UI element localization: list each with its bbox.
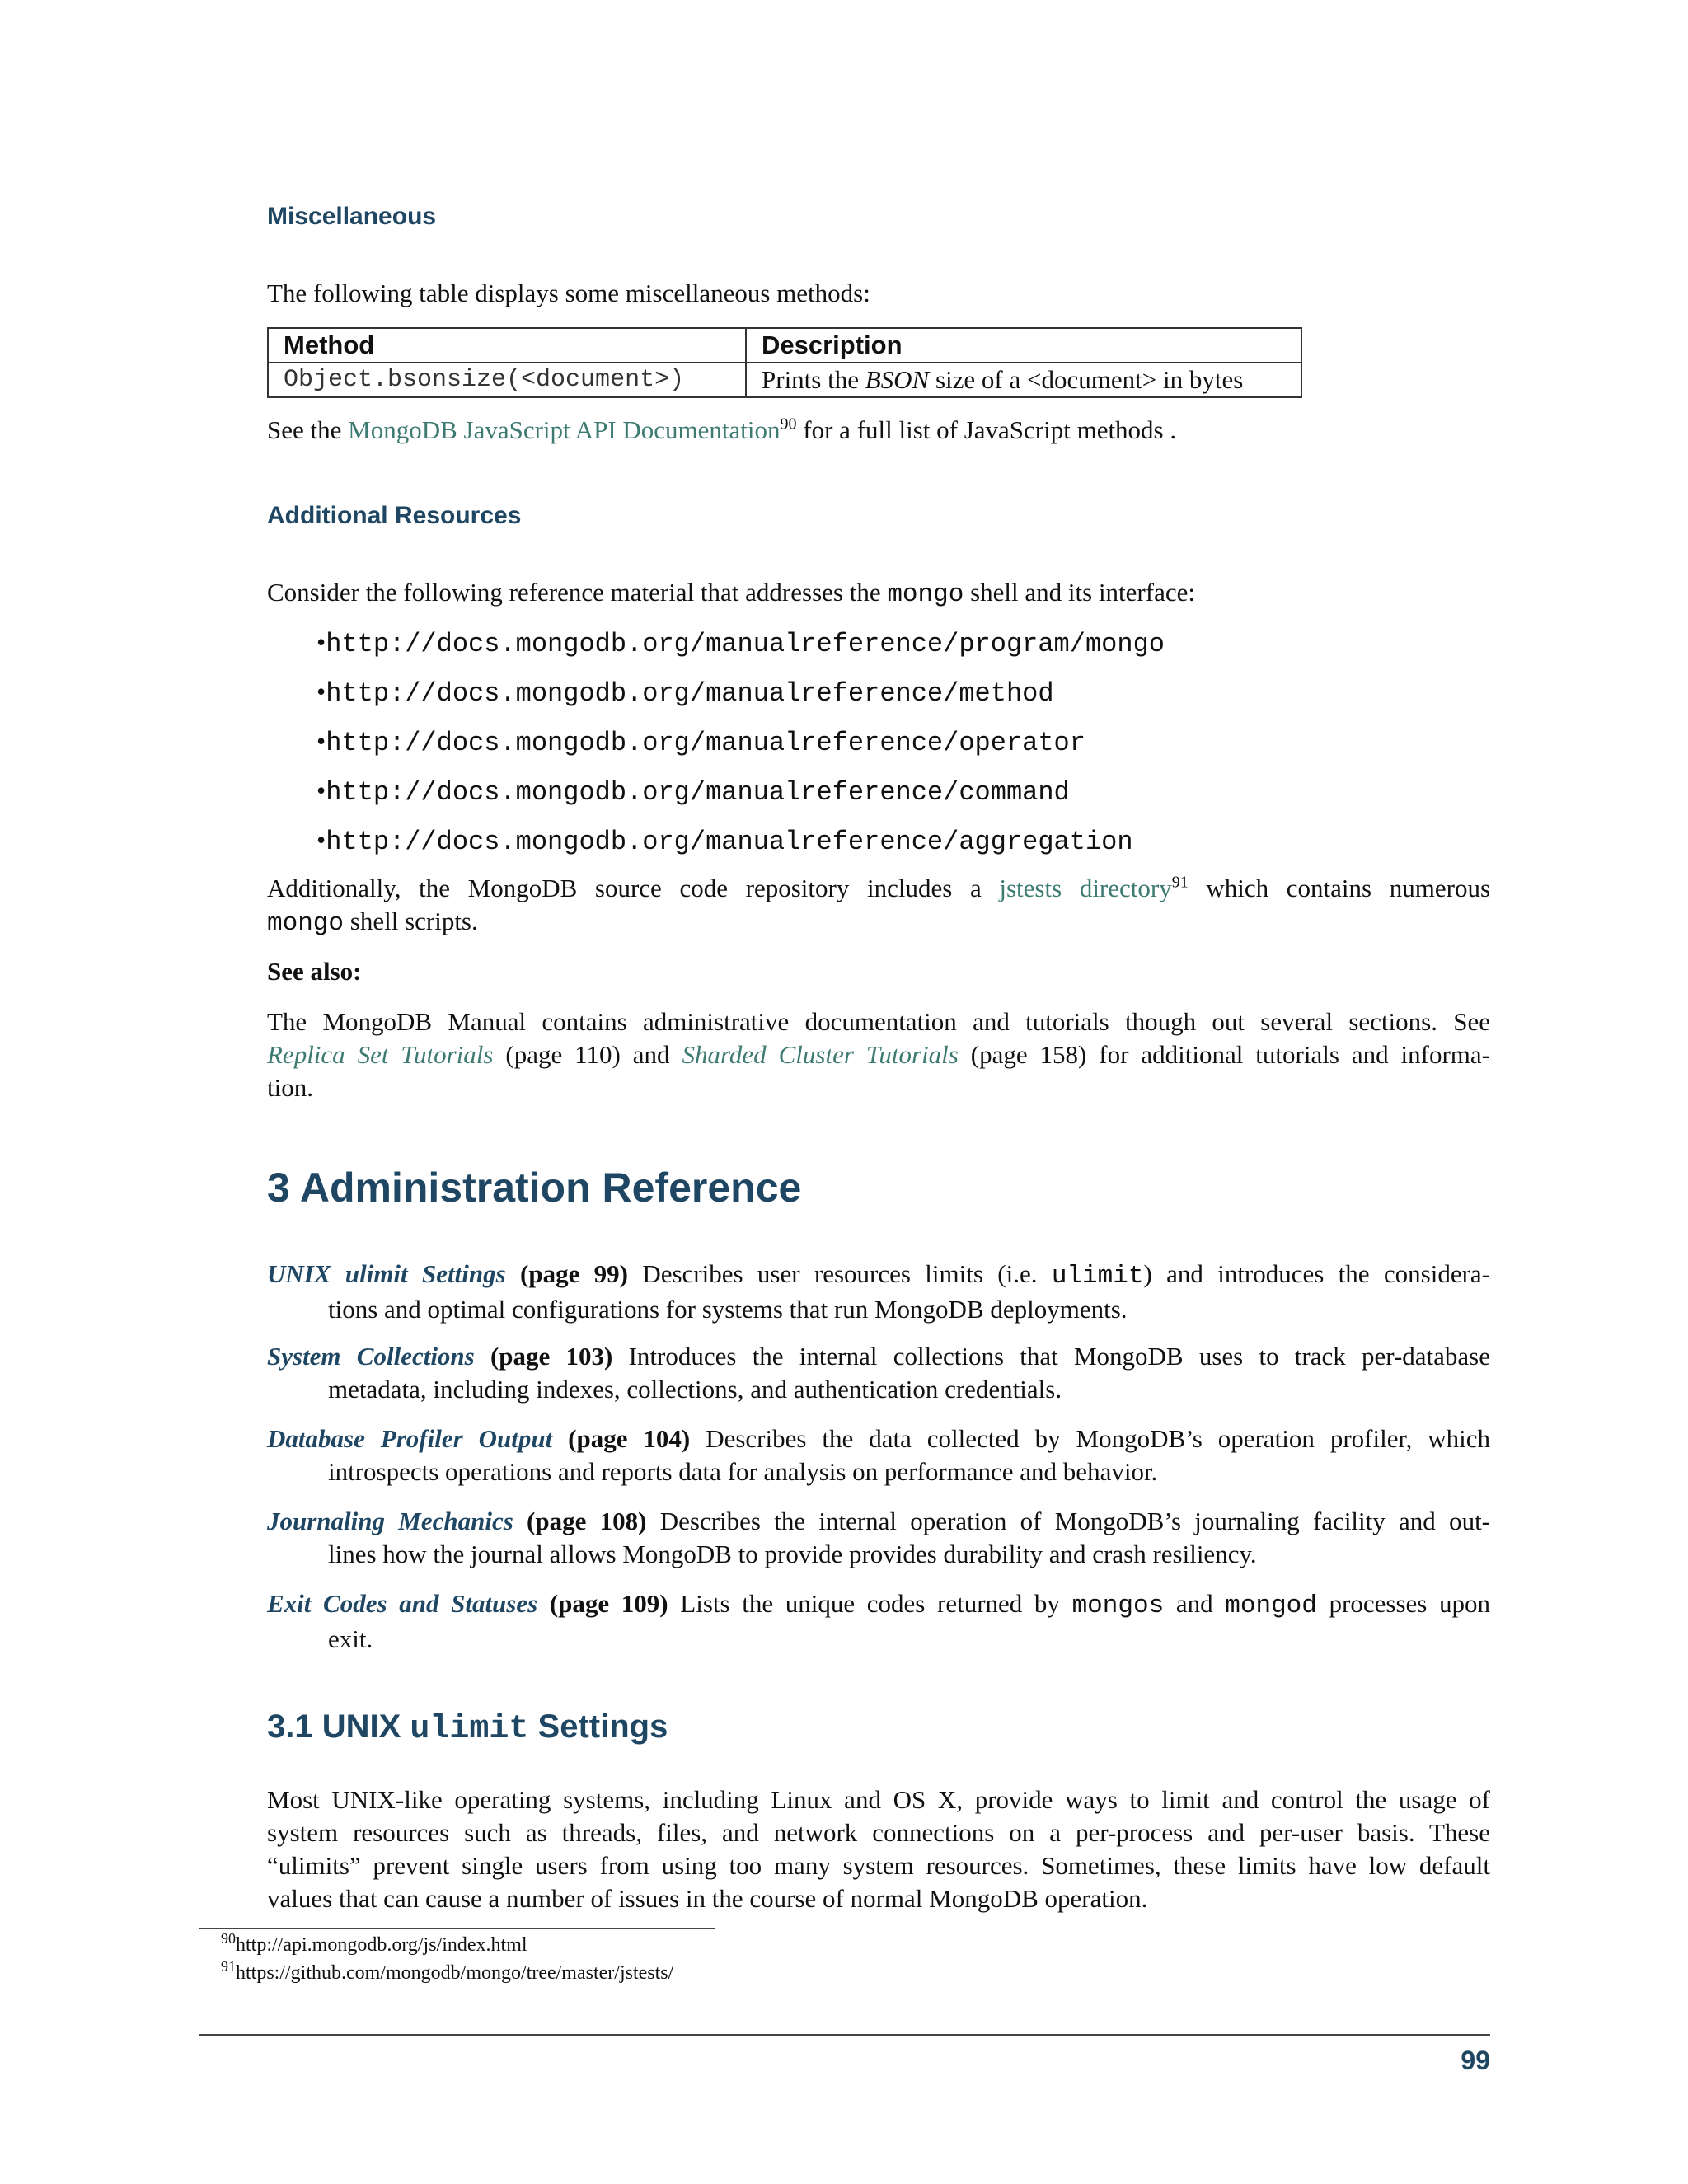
desc-text: processes upon [1316, 1589, 1490, 1618]
bullet-icon: • [316, 776, 326, 805]
section-3-1-heading [267, 1708, 668, 1748]
table-header-method: Method [268, 328, 746, 363]
desc-text: and [1164, 1589, 1226, 1618]
desc-text: Introduces the internal collections that MongoDB uses to track per-database [612, 1342, 1490, 1371]
desc-post: size of a <document> in bytes [929, 365, 1244, 394]
replica-set-link[interactable]: Replica Set Tutorials [267, 1040, 494, 1069]
manual-line-1: The MongoDB Manual contains administrative documentation and tutorials though out several sections. See [267, 1007, 1490, 1036]
repo-post2: shell scripts. [344, 907, 478, 935]
list-item[interactable] [316, 825, 1133, 857]
repo-line-1 [267, 872, 1490, 905]
def-item-ulimit [267, 1258, 1490, 1326]
footnote-num: 91 [221, 1958, 236, 1975]
def-item-profiler [267, 1422, 1490, 1488]
section-3-heading: 3 Administration Reference [267, 1165, 802, 1211]
table-cell-method: Object.bsonsize(<document>) [268, 363, 746, 397]
bullet-icon: • [316, 825, 326, 855]
page-ref: (page 108) [513, 1507, 647, 1535]
table-cell-description [746, 363, 1301, 397]
intro-pre: Consider the following reference material that addresses the [267, 578, 888, 607]
system-collections-link[interactable]: System Collections [267, 1342, 475, 1371]
repo-code: mongo [267, 909, 345, 938]
page-ref: (page 104) [552, 1424, 691, 1453]
see-api-docs [267, 414, 1176, 447]
manual-line-2 [267, 1038, 1490, 1071]
desc-text: Describes the internal operation of MongoDB’s journaling facility and out- [646, 1507, 1490, 1535]
desc-code: ulimit [1051, 1262, 1144, 1291]
desc-line2: metadata, including indexes, collections, and authentication credentials. [328, 1375, 1062, 1404]
exit-codes-link[interactable]: Exit Codes and Statuses [267, 1589, 538, 1618]
desc-text: Describes the data collected by MongoDB’s operation profiler, which [690, 1424, 1490, 1453]
see-post: for a full list of JavaScript methods . [796, 415, 1177, 444]
manual-line-3: tion. [267, 1073, 313, 1102]
desc-code: mongod [1225, 1591, 1317, 1620]
manual-mid1: (page 110) and [493, 1040, 682, 1069]
profiler-link[interactable]: Database Profiler Output [267, 1424, 553, 1453]
list-item[interactable] [316, 627, 1165, 659]
see-pre: See the [267, 415, 349, 444]
desc-text: Lists the unique codes returned by [668, 1589, 1072, 1618]
list-item[interactable] [316, 776, 1070, 808]
heading-post: Settings [528, 1708, 668, 1745]
def-item-exit-codes [267, 1587, 1490, 1656]
bullet-icon: • [316, 627, 326, 657]
desc-text: ) and introduces the considera- [1143, 1259, 1490, 1288]
heading-code: ulimit [410, 1711, 529, 1748]
desc-text: Describes user resources limits (i.e. [628, 1259, 1052, 1288]
additional-heading: Additional Resources [267, 502, 522, 529]
list-item[interactable] [316, 677, 1054, 709]
footnote-url[interactable]: http://api.mongodb.org/js/index.html [236, 1934, 528, 1956]
desc-line2: exit. [328, 1624, 373, 1653]
desc-line2: introspects operations and reports data for analysis on performance and behavior. [328, 1457, 1158, 1486]
repo-post: which contains numerous [1188, 874, 1491, 902]
doc-link[interactable]: http://docs.mongodb.org/manualreference/command [326, 777, 1070, 808]
doc-link[interactable]: http://docs.mongodb.org/manualreference/operator [326, 728, 1085, 758]
page-ref: (page 109) [537, 1589, 668, 1618]
footnote-ref-90[interactable]: 90 [780, 415, 797, 434]
bullet-icon: • [316, 726, 326, 756]
repo-pre: Additionally, the MongoDB source code repository includes a [267, 874, 1000, 902]
table-header-row [268, 328, 1301, 363]
sharded-cluster-link[interactable]: Sharded Cluster Tutorials [682, 1040, 959, 1069]
intro-code: mongo [887, 580, 964, 609]
footnote-ref-91[interactable]: 91 [1171, 873, 1189, 892]
misc-intro: The following table displays some miscellaneous methods: [267, 279, 870, 307]
page-ref: (page 99) [505, 1259, 628, 1288]
footnote-91 [221, 1958, 674, 1985]
methods-table [267, 327, 1302, 398]
manual-mid2: (page 158) for additional tutorials and informa- [958, 1040, 1490, 1069]
ulimit-para-line: Most UNIX-like operating systems, including Linux and OS X, provide ways to limit and control the usage of [267, 1785, 1490, 1814]
misc-heading: Miscellaneous [267, 203, 437, 230]
ulimit-para-line: “ulimits” prevent single users from using too many system resources. Sometimes, these limits have low default [267, 1851, 1490, 1880]
list-item[interactable] [316, 726, 1085, 758]
additional-intro [267, 576, 1195, 612]
page-number: 99 [1461, 2046, 1490, 2075]
desc-pre: Prints the [762, 365, 865, 394]
footnote-90 [221, 1930, 528, 1957]
doc-link[interactable]: http://docs.mongodb.org/manualreference/program/mongo [326, 629, 1165, 659]
ulimit-para-line: values that can cause a number of issues in the course of normal MongoDB operation. [267, 1884, 1148, 1913]
def-item-journaling [267, 1505, 1490, 1571]
see-also-label: See also: [267, 957, 362, 986]
desc-line2: tions and optimal configurations for systems that run MongoDB deployments. [328, 1295, 1128, 1324]
table-row [268, 363, 1301, 397]
footer-divider [199, 2034, 1490, 2036]
jstests-link[interactable]: jstests directory [999, 874, 1172, 902]
ulimit-para-line: system resources such as threads, files, and network connections on a per-process and per-user basis. These [267, 1818, 1490, 1847]
journaling-link[interactable]: Journaling Mechanics [267, 1507, 513, 1535]
doc-link[interactable]: http://docs.mongodb.org/manualreference/aggregation [326, 827, 1133, 857]
bullet-icon: • [316, 677, 326, 706]
footnote-divider [199, 1928, 715, 1929]
doc-link[interactable]: http://docs.mongodb.org/manualreference/method [326, 678, 1054, 709]
footnote-url[interactable]: https://github.com/mongodb/mongo/tree/master/jstests/ [236, 1962, 674, 1984]
heading-pre: 3.1 UNIX [267, 1708, 410, 1745]
footnote-num: 90 [221, 1930, 236, 1947]
def-item-system-collections [267, 1340, 1490, 1406]
page-ref: (page 103) [474, 1342, 613, 1371]
repo-line-2 [267, 905, 478, 940]
desc-em: BSON [865, 365, 930, 394]
table-header-description: Description [746, 328, 1301, 363]
ulimit-link[interactable]: UNIX ulimit Settings [267, 1259, 506, 1288]
api-docs-link[interactable]: MongoDB JavaScript API Documentation [348, 415, 781, 444]
desc-line2: lines how the journal allows MongoDB to provide provides durability and crash resiliency. [328, 1540, 1257, 1568]
desc-code: mongos [1071, 1591, 1165, 1620]
intro-post: shell and its interface: [964, 578, 1195, 607]
